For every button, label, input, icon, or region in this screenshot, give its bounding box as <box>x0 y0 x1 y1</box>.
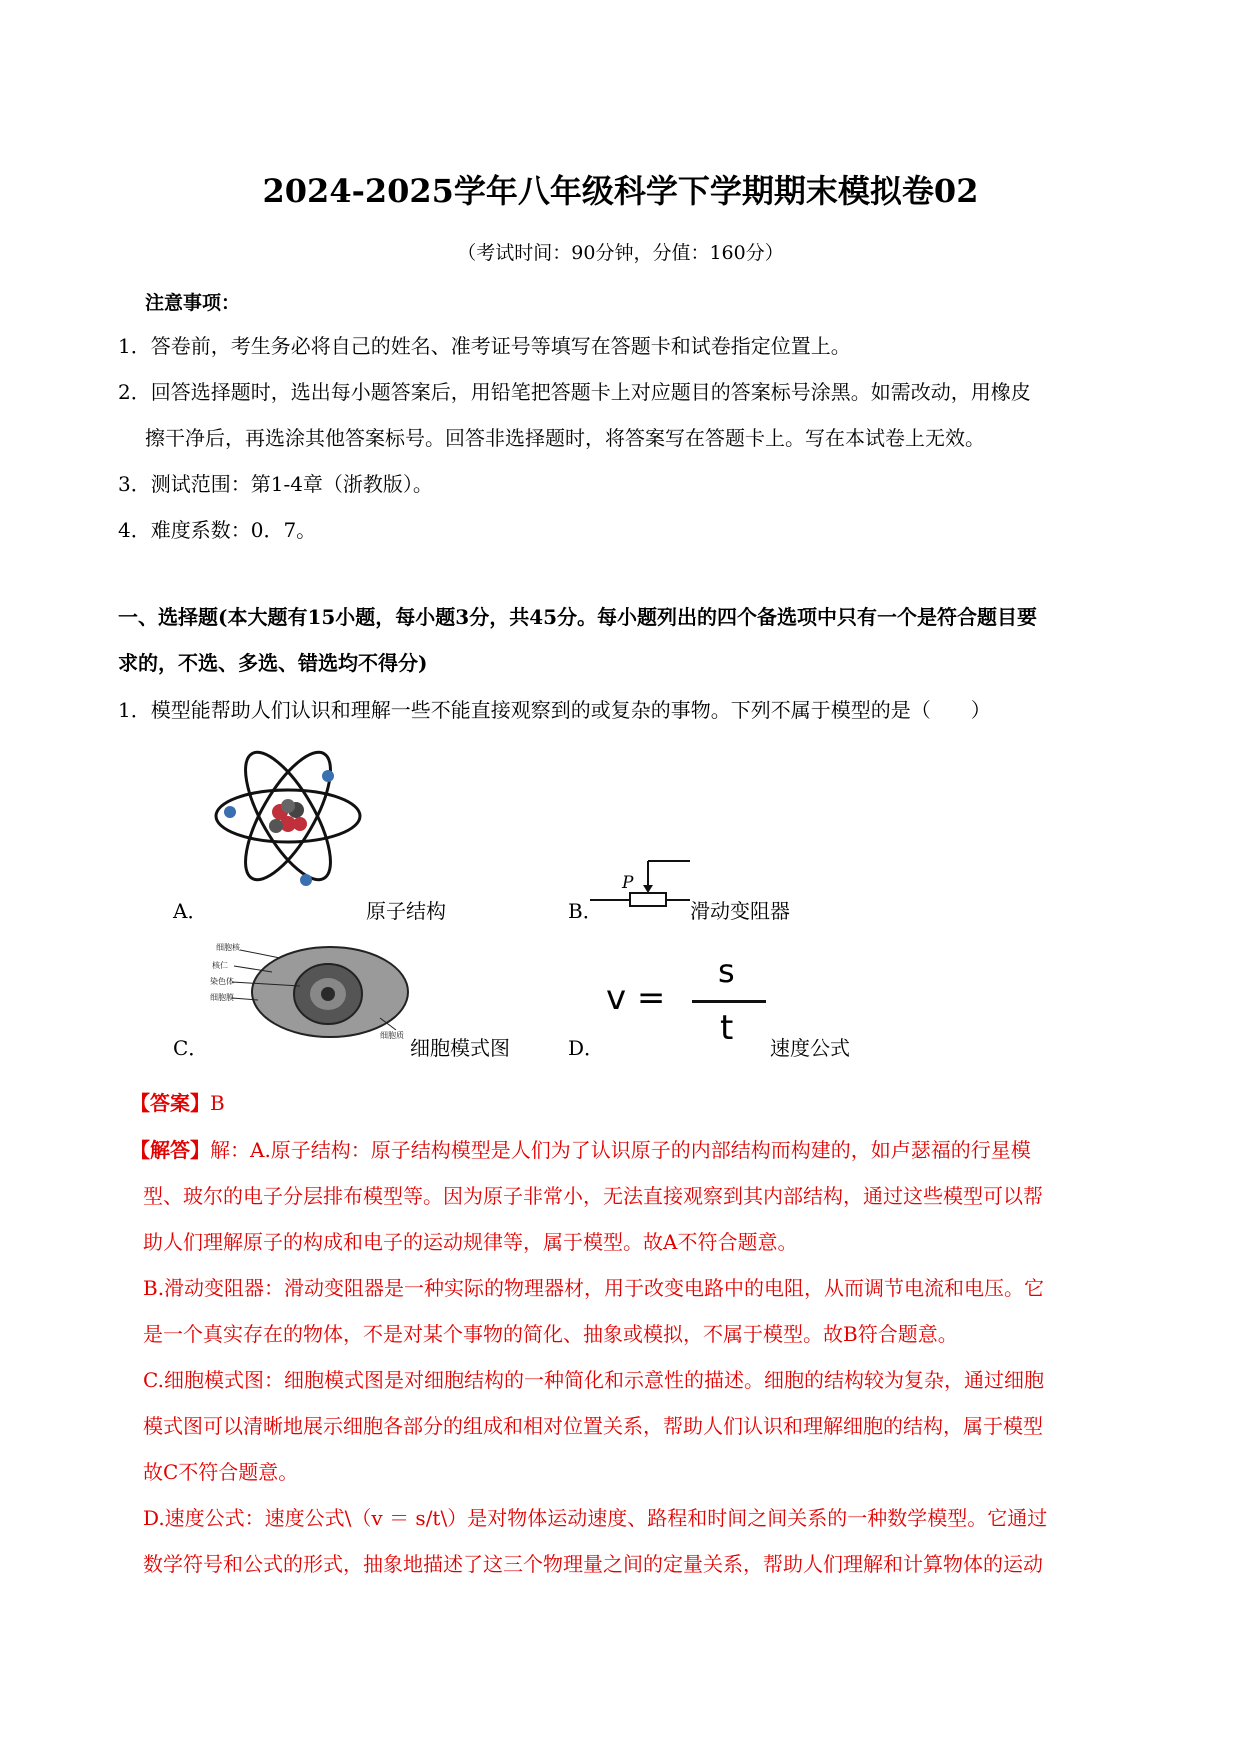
formula-fraction-bar <box>692 1000 766 1003</box>
cell-label: 细胞质 <box>380 1031 404 1040</box>
formula-denominator: t <box>720 1008 734 1048</box>
section-heading: 一、选择题(本大题有15小题，每小题3分，共45分。每小题列出的四个备选项中只有一个是符合题目要 <box>118 605 1038 629</box>
explanation-text: 故C不符合题意。 <box>143 1460 299 1484</box>
cell-label: 细胞核 <box>216 943 240 952</box>
explanation-text: 是一个真实存在的物体，不是对某个事物的简化、抽象或模拟，不属于模型。故B符合题意。 <box>143 1322 958 1346</box>
option-d-label: 速度公式 <box>770 1036 850 1060</box>
explanation-line <box>130 1134 1031 1163</box>
formula-numerator: s <box>718 952 735 990</box>
option-c-label: 细胞模式图 <box>410 1036 510 1060</box>
explanation-text: 数学符号和公式的形式，抽象地描述了这三个物理量之间的定量关系，帮助人们理解和计算物体的运动 <box>143 1552 1043 1576</box>
notice-heading: 注意事项： <box>145 292 241 314</box>
exam-info: （考试时间：90分钟，分值：160分） <box>457 242 784 264</box>
answer-value: B <box>210 1091 225 1115</box>
answer-line <box>130 1087 225 1116</box>
answer-tag: 【答案】 <box>130 1091 210 1115</box>
rheostat-symbol-figure <box>590 855 700 917</box>
option-b-label: 滑动变阻器 <box>690 899 790 923</box>
option-a-label: 原子结构 <box>366 899 446 923</box>
explanation-text: 助人们理解原子的构成和电子的运动规律等，属于模型。故A不符合题意。 <box>143 1230 798 1254</box>
cell-label: 染色体 <box>210 977 234 986</box>
explanation-text: 解：A.原子结构：原子结构模型是人们为了认识原子的内部结构而构建的，如卢瑟福的行星模 <box>210 1138 1031 1162</box>
section-heading: 求的，不选、多选、错选均不得分) <box>118 651 428 675</box>
formula-lhs: v = <box>606 978 666 1018</box>
option-d-letter: D． <box>568 1036 605 1060</box>
notice-item: 1．答卷前，考生务必将自己的姓名、准考证号等填写在答题卡和试卷指定位置上。 <box>118 334 851 358</box>
explanation-text: D.速度公式：速度公式\（v ＝ s/t\）是对物体运动速度、路程和时间之间关系的一种数学模型。它通过 <box>143 1506 1048 1530</box>
atom-structure-figure <box>208 734 368 894</box>
cell-label: 核仁 <box>212 961 228 970</box>
notice-item: 擦干净后，再选涂其他答案标号。回答非选择题时，将答案写在答题卡上。写在本试卷上无效。 <box>145 426 985 450</box>
question-stem: 1．模型能帮助人们认识和理解一些不能直接观察到的或复杂的事物。下列不属于模型的是（ ） <box>118 698 991 722</box>
explanation-text: 型、玻尔的电子分层排布模型等。因为原子非常小，无法直接观察到其内部结构，通过这些模型可以帮 <box>143 1184 1043 1208</box>
rheostat-p-label: P <box>622 873 634 893</box>
explanation-tag: 【解答】 <box>130 1138 210 1162</box>
option-b-letter: B． <box>568 899 603 923</box>
cell-diagram-figure <box>210 940 410 1040</box>
option-c-letter: C． <box>173 1036 209 1060</box>
explanation-text: B.滑动变阻器：滑动变阻器是一种实际的物理器材，用于改变电路中的电阻，从而调节电流和电压。它 <box>143 1276 1045 1300</box>
explanation-text: C.细胞模式图：细胞模式图是对细胞结构的一种简化和示意性的描述。细胞的结构较为复杂，通过细胞 <box>143 1368 1044 1392</box>
page-title: 2024-2025学年八年级科学下学期期末模拟卷02 <box>262 172 979 210</box>
notice-item: 4．难度系数：0．7。 <box>118 518 317 542</box>
cell-label: 细胞膜 <box>210 993 234 1002</box>
notice-item: 2．回答选择题时，选出每小题答案后，用铅笔把答题卡上对应题目的答案标号涂黑。如需改动，用橡皮 <box>118 380 1031 404</box>
option-a-letter: A． <box>173 899 208 923</box>
notice-item: 3．测试范围：第1-4章（浙教版）。 <box>118 472 433 496</box>
explanation-text: 模式图可以清晰地展示细胞各部分的组成和相对位置关系，帮助人们认识和理解细胞的结构，属于模型 <box>143 1414 1043 1438</box>
